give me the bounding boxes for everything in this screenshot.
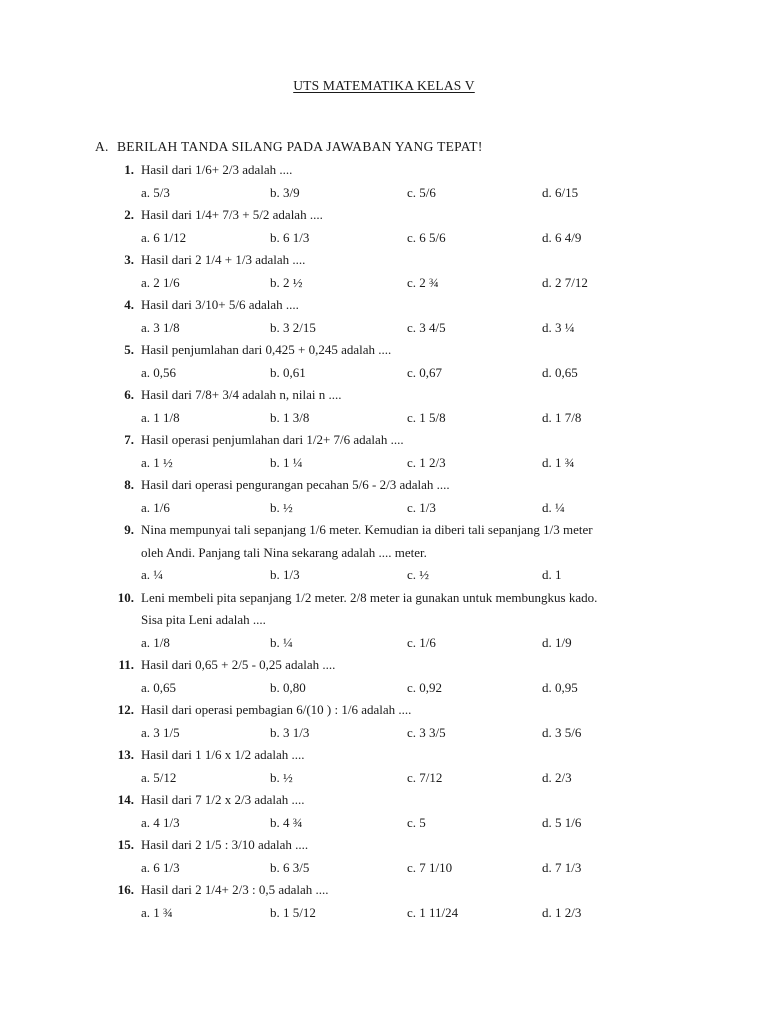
options-row — [0, 182, 768, 204]
option-a: a. ¼ — [141, 567, 164, 582]
section-heading — [95, 139, 483, 155]
option-a: a. 1/6 — [141, 499, 170, 515]
question-text: Hasil dari 2 1/5 : 3/10 adalah .... — [141, 837, 309, 852]
option-a: a. 6 1/12 — [141, 229, 187, 245]
question-text: Hasil dari 2 1/4+ 2/3 : 0,5 adalah .... — [141, 882, 329, 897]
question-row — [0, 474, 768, 496]
question-row — [0, 654, 768, 676]
option-c: c. 3 4/5 — [407, 319, 446, 335]
option-c: c. 5 — [407, 814, 426, 830]
question-number: 3. — [124, 252, 134, 267]
option-b: b. 1/3 — [270, 567, 300, 582]
option-b: b. 0,61 — [270, 364, 306, 380]
question-text: Hasil dari 7 1/2 x 2/3 adalah .... — [141, 792, 305, 807]
option-d: d. 1 ¾ — [542, 454, 575, 470]
option-b: b. 4 ¾ — [270, 814, 303, 830]
question-text: Hasil dari 1/4+ 7/3 + 5/2 adalah .... — [141, 207, 323, 222]
option-a: a. 3 1/5 — [141, 724, 180, 740]
question-text: Hasil dari 7/8+ 3/4 adalah n, nilai n .... — [141, 387, 342, 402]
option-c: c. 1/6 — [407, 634, 436, 650]
option-a: a. 1 ½ — [141, 454, 173, 470]
option-b: b. ½ — [270, 769, 293, 785]
question-text: Sisa pita Leni adalah .... — [141, 612, 266, 627]
option-b: b. 1 ¼ — [270, 454, 303, 470]
question-row — [0, 294, 768, 316]
options-row — [0, 497, 768, 519]
option-b: b. 6 3/5 — [270, 859, 310, 875]
option-d: d. 1 — [542, 567, 562, 582]
options-row — [0, 767, 768, 789]
question-text: Leni membeli pita sepanjang 1/2 meter. 2/8 meter ia gunakan untuk membungkus kado. — [141, 589, 598, 605]
option-c: c. 6 5/6 — [407, 229, 446, 245]
option-a: a. 1 ¾ — [141, 904, 173, 920]
question-text: Hasil dari 1/6+ 2/3 adalah .... — [141, 162, 293, 177]
options-row — [0, 272, 768, 294]
option-d: d. 6/15 — [542, 184, 579, 200]
question-text: oleh Andi. Panjang tali Nina sekarang adalah .... meter. — [141, 544, 427, 560]
option-c: c. 0,67 — [407, 364, 443, 380]
question-text: Hasil operasi penjumlahan dari 1/2+ 7/6 adalah .... — [141, 432, 404, 447]
option-c: c. 1 11/24 — [407, 904, 459, 920]
question-row — [0, 587, 768, 609]
question-continuation-row — [0, 542, 768, 564]
option-d: d. 6 4/9 — [542, 229, 582, 245]
option-c: c. 2 ¾ — [407, 274, 439, 290]
option-d: d. 1/9 — [542, 634, 572, 650]
question-number: 10. — [117, 589, 134, 605]
question-row — [0, 204, 768, 226]
options-row — [0, 362, 768, 384]
option-a: a. 5/3 — [141, 184, 170, 200]
option-d: d. 1 7/8 — [542, 409, 582, 425]
question-row — [0, 699, 768, 721]
question-row — [0, 834, 768, 856]
option-c: c. ½ — [407, 567, 430, 582]
option-c: c. 1 5/8 — [407, 409, 446, 425]
option-a: a. 0,56 — [141, 364, 177, 380]
option-a: a. 2 1/6 — [141, 274, 180, 290]
section-instruction: BERILAH TANDA SILANG PADA JAWABAN YANG TEPAT! — [117, 139, 483, 154]
option-b: b. ½ — [270, 499, 293, 515]
question-text: Hasil penjumlahan dari 0,425 + 0,245 adalah .... — [141, 342, 392, 357]
question-number: 12. — [117, 702, 134, 717]
option-b: b. 6 1/3 — [270, 229, 310, 245]
options-row — [0, 452, 768, 474]
option-d: d. 2/3 — [542, 769, 572, 785]
question-number: 11. — [118, 657, 134, 672]
option-b: b. ¼ — [270, 634, 293, 650]
question-number: 1. — [124, 162, 134, 177]
question-number: 9. — [124, 522, 134, 537]
question-row — [0, 879, 768, 901]
option-c: c. 1/3 — [407, 499, 436, 515]
options-row — [0, 722, 768, 744]
question-continuation-row — [0, 609, 768, 631]
question-row — [0, 789, 768, 811]
question-number: 2. — [124, 207, 134, 222]
options-row — [0, 227, 768, 249]
question-number: 6. — [124, 387, 134, 402]
question-text: Hasil dari operasi pengurangan pecahan 5/6 - 2/3 adalah .... — [141, 477, 450, 492]
question-text: Hasil dari 3/10+ 5/6 adalah .... — [141, 297, 299, 312]
option-b: b. 1 3/8 — [270, 409, 310, 425]
option-d: d. 1 2/3 — [542, 904, 582, 920]
option-c: c. 7 1/10 — [407, 859, 453, 875]
question-text: Hasil dari 1 1/6 x 1/2 adalah .... — [141, 747, 305, 762]
option-b: b. 1 5/12 — [270, 904, 316, 920]
question-number: 15. — [117, 837, 134, 852]
question-row — [0, 339, 768, 361]
question-row — [0, 384, 768, 406]
question-number: 4. — [124, 297, 134, 312]
option-d: d. 3 5/6 — [542, 724, 582, 740]
question-text: Hasil dari operasi pembagian 6/(10 ) : 1/6 adalah .... — [141, 702, 412, 717]
option-c: c. 0,92 — [407, 679, 443, 695]
option-c: c. 7/12 — [407, 769, 443, 785]
option-d: d. 0,65 — [542, 364, 578, 380]
option-a: a. 1 1/8 — [141, 409, 180, 425]
options-row — [0, 812, 768, 834]
options-row — [0, 564, 768, 586]
question-text: Hasil dari 0,65 + 2/5 - 0,25 adalah .... — [141, 657, 336, 672]
option-b: b. 3 1/3 — [270, 724, 310, 740]
section-letter: A. — [95, 139, 109, 154]
option-b: b. 3 2/15 — [270, 319, 316, 335]
option-a: a. 4 1/3 — [141, 814, 180, 830]
options-row — [0, 407, 768, 429]
options-row — [0, 317, 768, 339]
question-number: 7. — [124, 432, 134, 447]
option-c: c. 1 2/3 — [407, 454, 446, 470]
option-a: a. 6 1/3 — [141, 859, 180, 875]
option-b: b. 2 ½ — [270, 274, 303, 290]
option-d: d. 5 1/6 — [542, 814, 582, 830]
options-row — [0, 902, 768, 924]
option-a: a. 3 1/8 — [141, 319, 180, 335]
page-title: UTS MATEMATIKA KELAS V — [293, 78, 475, 93]
question-row — [0, 249, 768, 271]
option-c: c. 3 3/5 — [407, 724, 446, 740]
question-text: Hasil dari 2 1/4 + 1/3 adalah .... — [141, 252, 306, 267]
option-d: d. ¼ — [542, 499, 565, 515]
option-d: d. 2 7/12 — [542, 274, 588, 290]
question-row — [0, 159, 768, 181]
option-d: d. 0,95 — [542, 679, 578, 695]
question-number: 16. — [117, 882, 134, 897]
question-number: 5. — [124, 342, 134, 357]
question-number: 13. — [117, 747, 134, 762]
question-text: Nina mempunyai tali sepanjang 1/6 meter. Kemudian ia diberi tali sepanjang 1/3 meter — [141, 522, 593, 537]
question-number: 8. — [124, 477, 134, 492]
question-row — [0, 429, 768, 451]
question-row — [0, 744, 768, 766]
option-a: a. 0,65 — [141, 679, 177, 695]
option-b: b. 3/9 — [270, 184, 300, 200]
option-d: d. 3 ¼ — [542, 319, 575, 335]
question-number: 14. — [117, 792, 134, 807]
options-row — [0, 677, 768, 699]
options-row — [0, 632, 768, 654]
option-b: b. 0,80 — [270, 679, 306, 695]
option-a: a. 5/12 — [141, 769, 177, 785]
option-c: c. 5/6 — [407, 184, 436, 200]
option-a: a. 1/8 — [141, 634, 170, 650]
option-d: d. 7 1/3 — [542, 859, 582, 875]
question-row — [0, 519, 768, 541]
options-row — [0, 857, 768, 879]
